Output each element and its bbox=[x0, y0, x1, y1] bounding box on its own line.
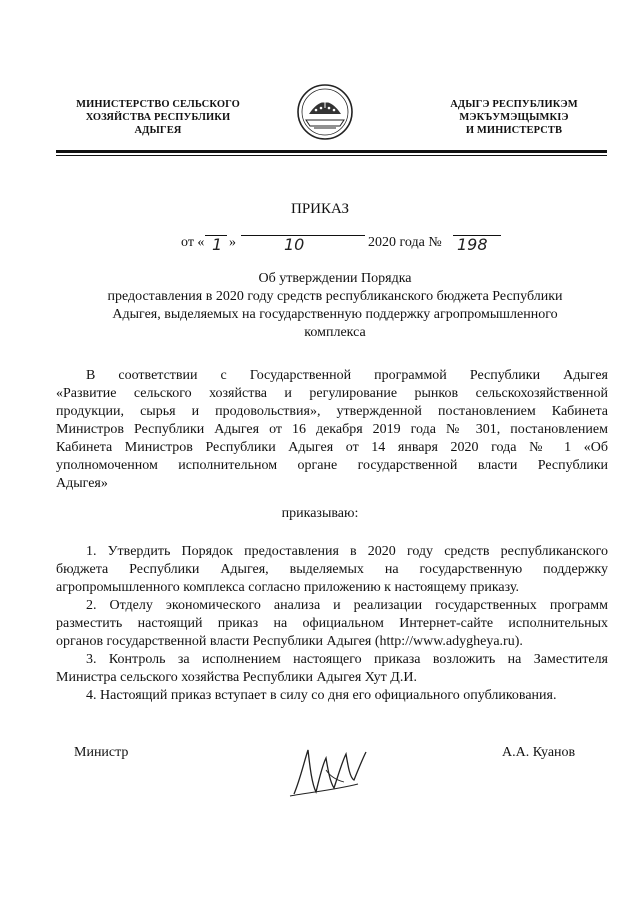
header-left-line: ХОЗЯЙСТВА РЕСПУБЛИКИ bbox=[85, 112, 231, 123]
item-line: бюджета Республики Адыгея, выделяемых на государственную поддержку bbox=[56, 562, 608, 577]
date-year-text: 2020 года № bbox=[368, 235, 442, 250]
item-line: разместить настоящий приказ на официальном Интернет-сайте исполнительных bbox=[56, 616, 608, 631]
item-line: агропромышленного комплекса согласно приложению к настоящему приказу. bbox=[56, 580, 519, 595]
preamble-line: Адыгея» bbox=[56, 476, 108, 491]
ministry-name-adyghe bbox=[414, 98, 614, 137]
date-close-quote: » bbox=[229, 235, 236, 250]
preamble-line: «Развитие сельского хозяйства и регулирование рынков сельскохозяйственной bbox=[56, 386, 608, 401]
signatory-name: А.А. Куанов bbox=[502, 745, 576, 760]
document-title: ПРИКАЗ bbox=[291, 201, 349, 217]
preamble-line: В соответствии с Государственной программой Республики Адыгея bbox=[86, 368, 608, 383]
header-left-line: АДЫГЕЯ bbox=[134, 125, 182, 136]
subject-line: предоставления в 2020 году средств республиканского бюджета Республики bbox=[107, 289, 563, 304]
subject-line: Адыгея, выделяемых на государственную поддержку агропромышленного bbox=[112, 307, 558, 322]
item-line: органов государственной власти Республики Адыгея (http://www.adygheya.ru). bbox=[56, 634, 523, 649]
item-line: 4. Настоящий приказ вступает в силу со дня его официального опубликования. bbox=[86, 688, 557, 703]
preamble-paragraph bbox=[56, 367, 608, 493]
item-line: 3. Контроль за исполнением настоящего приказа возложить на Заместителя bbox=[86, 652, 608, 667]
subject-line: Об утверждении Порядка bbox=[258, 271, 412, 286]
order-items bbox=[56, 543, 608, 705]
header-divider-thin bbox=[56, 155, 607, 156]
header-right-line: МЭКЪУМЭЩЫМКIЭ bbox=[459, 112, 569, 123]
date-day: 1 bbox=[212, 235, 223, 254]
header-right-line: АДЫГЭ РЕСПУБЛИКЭМ bbox=[450, 99, 578, 110]
preamble-line: Министров Республики Адыгея от 16 декабря 2019 года № 301, постановлением bbox=[56, 422, 608, 437]
preamble-line: Кабинета Министров Республики Адыгея от 14 января 2020 года № 1 «Об bbox=[56, 440, 608, 455]
coat-of-arms-emblem bbox=[296, 82, 354, 142]
preamble-line: продукции, сырья и продовольствия», утвержденной постановлением Кабинета bbox=[56, 404, 608, 419]
header-right-line: И МИНИСТЕРСТВ bbox=[465, 125, 563, 136]
date-month: 10 bbox=[284, 235, 305, 254]
item-line: Министра сельского хозяйства Республики Адыгея Хут Д.И. bbox=[56, 670, 417, 685]
date-prefix: от « bbox=[181, 235, 205, 250]
document-number: 198 bbox=[457, 235, 488, 254]
preamble-line: уполномоченном исполнительном органе государственной власти Республики bbox=[56, 458, 608, 473]
order-word: приказываю: bbox=[281, 506, 359, 521]
ministry-name-russian bbox=[58, 98, 258, 137]
handwritten-signature bbox=[286, 740, 376, 804]
item-line: 1. Утвердить Порядок предоставления в 2020 году средств республиканского bbox=[86, 544, 608, 559]
header-divider-thick bbox=[56, 150, 607, 153]
item-line: 2. Отделу экономического анализа и реализации государственных программ bbox=[86, 598, 608, 613]
header-left-line: МИНИСТЕРСТВО СЕЛЬСКОГО bbox=[76, 99, 240, 110]
document-subject bbox=[60, 270, 610, 342]
signatory-position: Министр bbox=[74, 745, 129, 760]
date-number-line bbox=[181, 235, 511, 255]
subject-line: комплекса bbox=[304, 325, 366, 340]
